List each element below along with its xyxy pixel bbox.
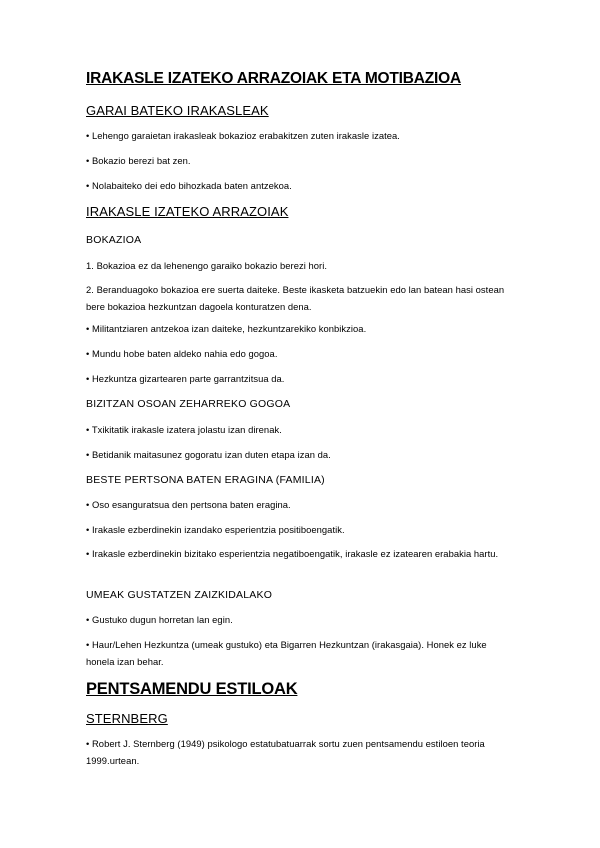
list-item: • Irakasle ezberdinekin bizitako esperientzia negatiboengatik, irakasle ez izatearen erabakia hartu.: [86, 548, 499, 559]
list-item: • Oso esanguratsua den pertsona baten eragina.: [86, 499, 291, 510]
list-item: • Robert J. Sternberg (1949) psikologo estatubatuarrak sortu zuen pentsamendu estiloen teoria 1999.urtean.: [86, 738, 485, 766]
list-item: 1. Bokazioa ez da lehenengo garaiko bokazio berezi hori.: [86, 260, 327, 271]
main-title: IRAKASLE IZATEKO ARRAZOIAK ETA MOTIBAZIOA: [86, 70, 461, 87]
title-pentsamendu-estiloak: PENTSAMENDU ESTILOAK: [86, 680, 298, 698]
subheading-bokazioa: BOKAZIOA: [86, 234, 142, 246]
list-item: • Mundu hobe baten aldeko nahia edo gogoa.: [86, 348, 278, 359]
list-item: • Gustuko dugun horretan lan egin.: [86, 614, 233, 625]
list-item: • Betidanik maitasunez gogoratu izan duten etapa izan da.: [86, 449, 331, 460]
list-item: 2. Beranduagoko bokazioa ere suerta daiteke. Beste ikasketa batzuekin edo lan batean hasi ostean bere bokazioa hezkuntzan dagoela konturatzen dena.: [86, 284, 505, 312]
heading-sternberg: STERNBERG: [86, 711, 168, 726]
list-item: • Irakasle ezberdinekin izandako esperientzia positiboengatik.: [86, 524, 345, 535]
list-item: • Bokazio berezi bat zen.: [86, 155, 191, 166]
list-item: • Haur/Lehen Hezkuntza (umeak gustuko) eta Bigarren Hezkuntzan (irakasgaia). Honek ez luke honela izan behar.: [86, 639, 487, 667]
subheading-familia: BESTE PERTSONA BATEN ERAGINA (FAMILIA): [86, 474, 325, 486]
subheading-umeak: UMEAK GUSTATZEN ZAIZKIDALAKO: [86, 589, 273, 601]
heading-garai-bateko-irakasleak: GARAI BATEKO IRAKASLEAK: [86, 103, 269, 118]
list-item: • Nolabaiteko dei edo bihozkada baten antzekoa.: [86, 180, 292, 191]
heading-irakasle-izateko-arrazoiak: IRAKASLE IZATEKO ARRAZOIAK: [86, 204, 289, 219]
list-item: • Lehengo garaietan irakasleak bokazioz erabakitzen zuten irakasle izatea.: [86, 130, 400, 141]
list-item: • Txikitatik irakasle izatera jolastu izan direnak.: [86, 424, 282, 435]
list-item: • Hezkuntza gizartearen parte garrantzitsua da.: [86, 373, 285, 384]
subheading-bizitzan: BIZITZAN OSOAN ZEHARREKO GOGOA: [86, 398, 291, 410]
list-item: • Militantziaren antzekoa izan daiteke, hezkuntzarekiko konbikzioa.: [86, 323, 367, 334]
